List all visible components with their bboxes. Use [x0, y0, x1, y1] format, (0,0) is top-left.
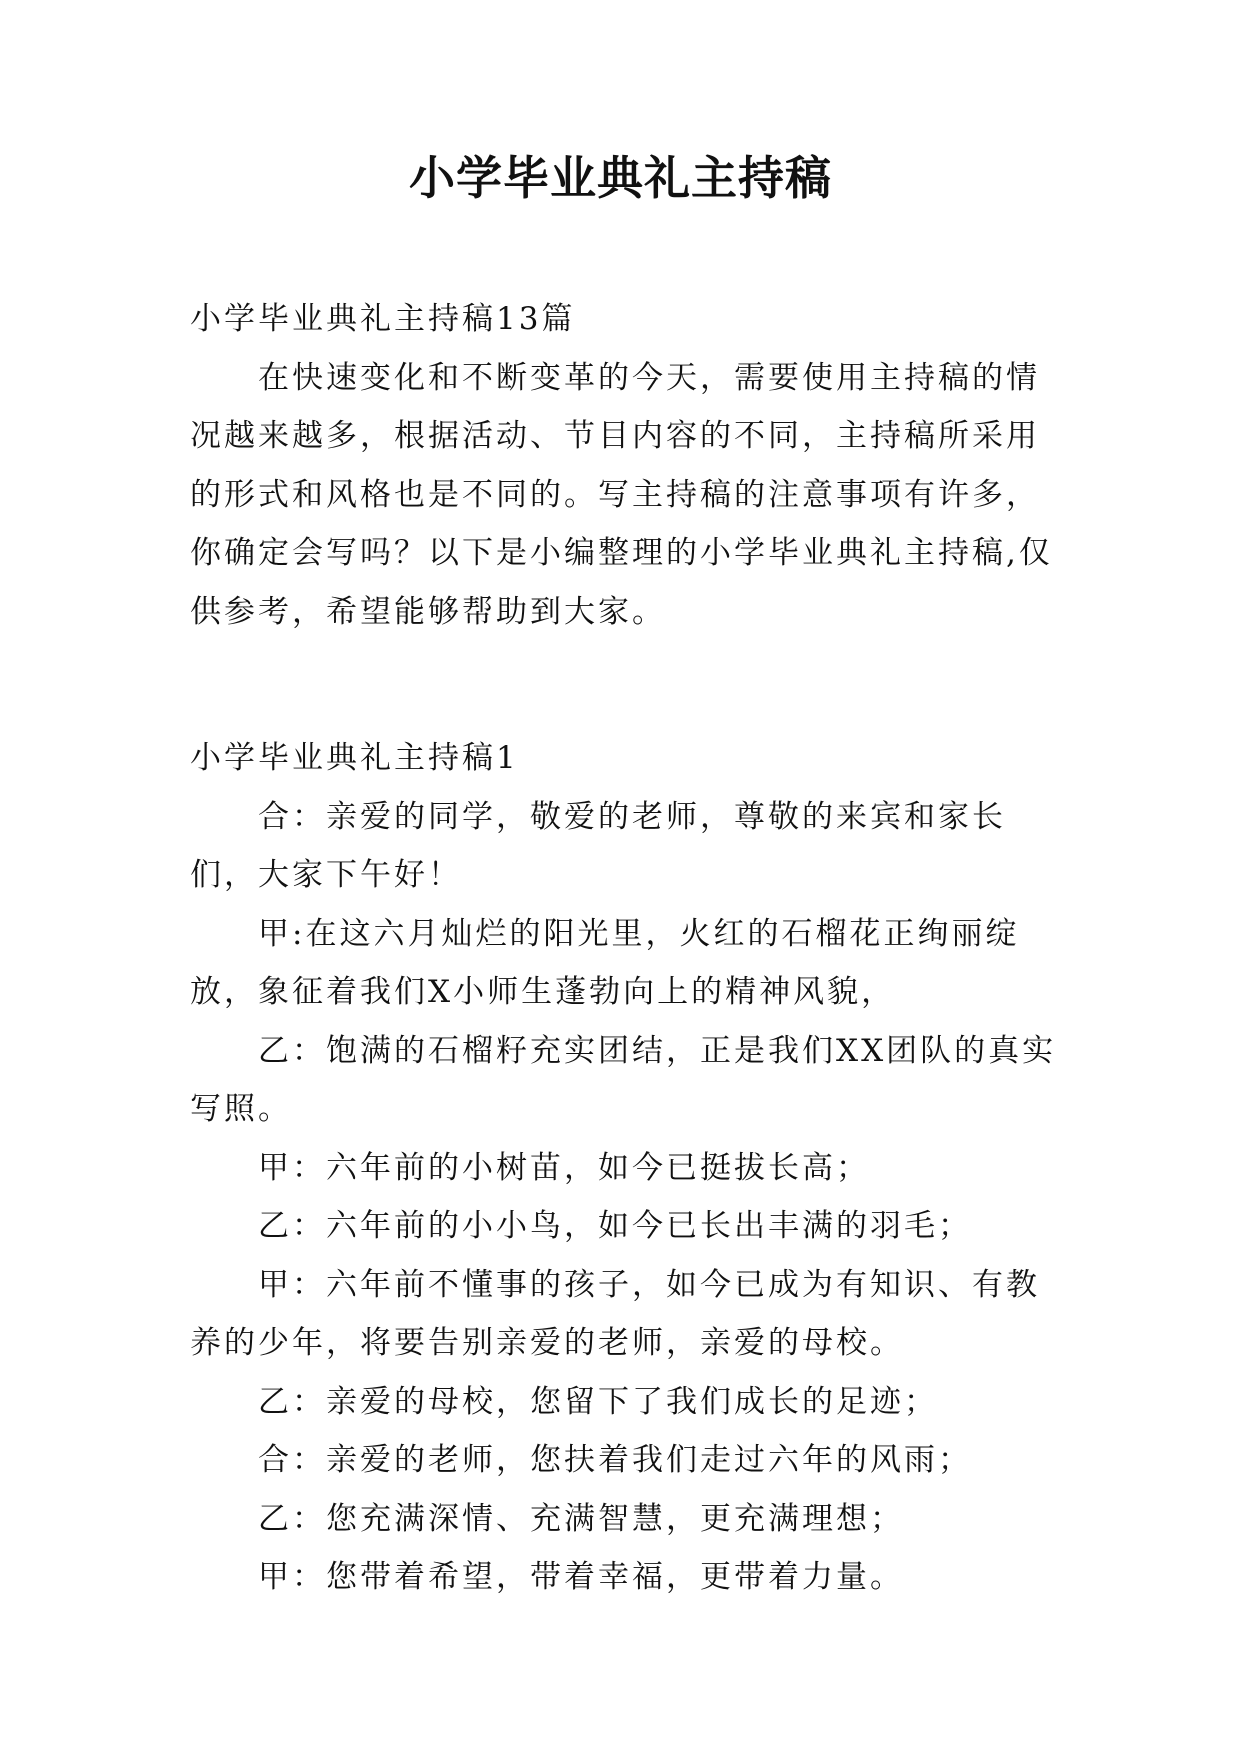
dialogue-line: 乙：您充满深情、充满智慧，更充满理想； [258, 1500, 904, 1537]
document-body [190, 290, 1060, 1607]
dialogue-line: 甲：六年前不懂事的孩子，如今已成为有知识、有教养的少年，将要告别亲爱的老师，亲爱的母校。 [190, 1266, 1040, 1361]
intro-paragraph: 在快速变化和不断变革的今天，需要使用主持稿的情况越来越多，根据活动、节目内容的不同，主持稿所采用的形式和风格也是不同的。写主持稿的注意事项有许多，你确定会写吗？以下是小编整理的小学毕业典礼主持稿,仅供参考，希望能够帮助到大家。 [190, 359, 1053, 630]
dialogue-line: 甲：六年前的小树苗，如今已挺拔长高； [258, 1149, 870, 1186]
dialogue-line: 合：亲爱的老师，您扶着我们走过六年的风雨； [258, 1442, 972, 1478]
dialogue-line: 乙：饱满的石榴籽充实团结，正是我们XX团队的真实写照。 [190, 1032, 1057, 1127]
subtitle: 小学毕业典礼主持稿13篇 [190, 301, 576, 337]
document-title: 小学毕业典礼主持稿 [409, 151, 832, 205]
dialogue-line: 乙：六年前的小小鸟，如今已长出丰满的羽毛； [258, 1208, 972, 1244]
dialogue-line: 甲：您带着希望，带着幸福，更带着力量。 [258, 1559, 904, 1595]
dialogue-line: 合：亲爱的同学，敬爱的老师，尊敬的来宾和家长们，大家下午好！ [190, 798, 1006, 893]
dialogue-line: 乙：亲爱的母校，您留下了我们成长的足迹； [258, 1383, 938, 1420]
section-heading: 小学毕业典礼主持稿1 [190, 740, 519, 776]
dialogue-line: 甲:在这六月灿烂的阳光里，火红的石榴花正绚丽绽放，象征着我们X小师生蓬勃向上的精神风貌， [190, 915, 1020, 1010]
section-gap [190, 641, 1060, 729]
